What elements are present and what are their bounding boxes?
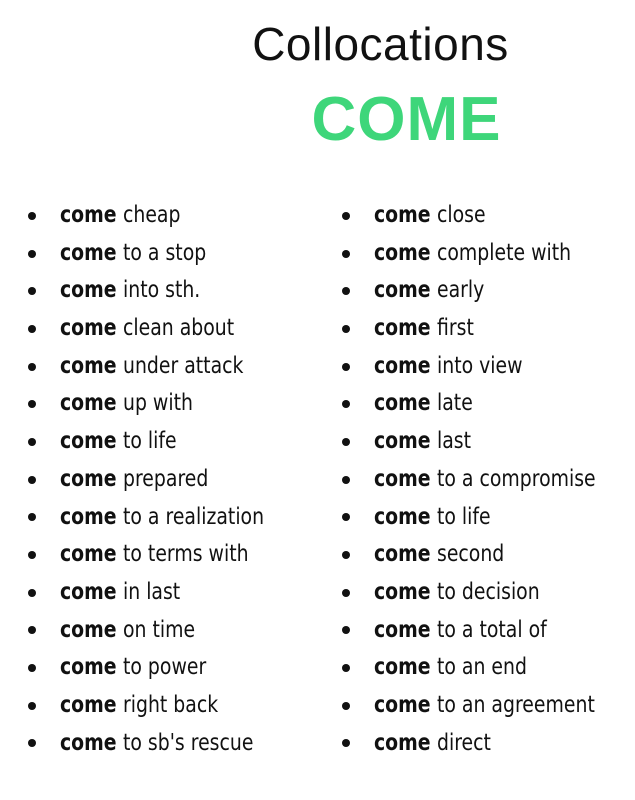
collocation-item xyxy=(22,197,295,235)
collocation-verb: come xyxy=(374,729,431,756)
collocation-phrase: to a realization xyxy=(123,503,265,530)
collocation-verb: come xyxy=(60,616,117,643)
collocation-phrase: to decision xyxy=(437,578,540,605)
collocation-phrase: to a compromise xyxy=(437,465,596,492)
collocation-verb: come xyxy=(374,503,431,530)
collocation-phrase: to a total of xyxy=(437,616,547,643)
collocation-phrase: to power xyxy=(123,654,207,681)
collocation-phrase: up with xyxy=(123,390,193,417)
bullet-icon xyxy=(28,664,36,672)
collocation-verb: come xyxy=(60,390,117,417)
bullet-icon xyxy=(28,400,36,408)
collocation-item xyxy=(22,574,295,612)
collocation-verb: come xyxy=(374,541,431,568)
collocation-verb: come xyxy=(374,616,431,643)
collocation-item xyxy=(336,574,630,612)
collocation-item xyxy=(22,385,295,423)
collocation-verb: come xyxy=(374,277,431,304)
collocation-item xyxy=(22,423,295,461)
bullet-icon xyxy=(28,589,36,597)
collocation-verb: come xyxy=(60,277,117,304)
bullet-icon xyxy=(342,702,350,710)
collocation-item xyxy=(22,612,295,650)
collocation-verb: come xyxy=(60,541,117,568)
collocation-verb: come xyxy=(374,239,431,266)
bullet-icon xyxy=(342,250,350,258)
page-title: Collocations xyxy=(252,18,509,70)
collocation-item xyxy=(336,536,630,574)
collocation-phrase: to an agreement xyxy=(437,691,595,718)
bullet-icon xyxy=(342,664,350,672)
collocation-item xyxy=(336,197,630,235)
collocation-item xyxy=(22,687,295,725)
collocation-verb: come xyxy=(374,352,431,379)
collocation-verb: come xyxy=(374,465,431,492)
collocation-phrase: on time xyxy=(123,616,196,643)
bullet-icon xyxy=(342,551,350,559)
collocation-item xyxy=(336,272,630,310)
collocation-phrase: into sth. xyxy=(123,277,201,304)
collocation-verb: come xyxy=(60,202,117,228)
bullet-icon xyxy=(342,476,350,484)
collocation-list-right xyxy=(336,197,630,762)
collocation-verb: come xyxy=(374,654,431,681)
collocation-phrase: to a stop xyxy=(123,239,207,266)
collocation-phrase: right back xyxy=(123,691,219,718)
collocation-verb: come xyxy=(60,654,117,681)
collocation-phrase: first xyxy=(437,315,474,342)
collocation-phrase: close xyxy=(437,202,486,228)
collocation-verb: come xyxy=(374,390,431,417)
bullet-icon xyxy=(28,476,36,484)
collocation-phrase: to an end xyxy=(437,654,527,681)
bullet-icon xyxy=(28,626,36,634)
collocation-phrase: cheap xyxy=(123,202,181,228)
collocation-item xyxy=(22,649,295,687)
collocation-phrase: prepared xyxy=(123,465,209,492)
collocation-verb: come xyxy=(60,428,117,455)
collocation-verb: come xyxy=(60,465,117,492)
bullet-icon xyxy=(28,739,36,747)
collocation-item xyxy=(336,423,630,461)
collocation-item xyxy=(22,272,295,310)
collocation-item xyxy=(336,348,630,386)
collocation-verb: come xyxy=(374,315,431,342)
collocation-phrase: late xyxy=(437,390,473,417)
bullet-icon xyxy=(28,212,36,220)
collocation-phrase: to life xyxy=(437,503,491,530)
bullet-icon xyxy=(342,438,350,446)
bullet-icon xyxy=(28,513,36,521)
bullet-icon xyxy=(342,400,350,408)
collocation-item xyxy=(22,461,295,499)
collocation-item xyxy=(336,461,630,499)
collocation-phrase: complete with xyxy=(437,239,572,266)
collocation-verb: come xyxy=(60,578,117,605)
collocation-list-left xyxy=(22,197,295,762)
collocation-phrase: to sb's rescue xyxy=(123,729,254,756)
collocation-item xyxy=(336,725,630,763)
collocation-phrase: to life xyxy=(123,428,177,455)
collocation-verb: come xyxy=(60,691,117,718)
collocation-verb: come xyxy=(374,428,431,455)
collocation-verb: come xyxy=(60,503,117,530)
collocation-verb: come xyxy=(60,239,117,266)
bullet-icon xyxy=(28,551,36,559)
collocation-item xyxy=(336,235,630,273)
collocation-item xyxy=(336,310,630,348)
collocation-phrase: last xyxy=(437,428,472,455)
collocation-item xyxy=(336,687,630,725)
collocation-phrase: direct xyxy=(437,729,491,756)
bullet-icon xyxy=(28,250,36,258)
headword: COME xyxy=(311,85,502,154)
collocation-item xyxy=(22,235,295,273)
collocation-item xyxy=(336,385,630,423)
bullet-icon xyxy=(342,212,350,220)
collocation-verb: come xyxy=(60,352,117,379)
collocation-verb: come xyxy=(374,202,431,228)
collocation-item xyxy=(336,499,630,537)
collocation-verb: come xyxy=(60,315,117,342)
collocation-verb: come xyxy=(374,578,431,605)
bullet-icon xyxy=(342,739,350,747)
bullet-icon xyxy=(342,626,350,634)
collocation-phrase: early xyxy=(437,277,485,304)
collocation-phrase: to terms with xyxy=(123,541,249,568)
bullet-icon xyxy=(28,702,36,710)
bullet-icon xyxy=(342,325,350,333)
bullet-icon xyxy=(28,325,36,333)
collocation-phrase: under attack xyxy=(123,352,244,379)
collocation-item xyxy=(22,725,295,763)
collocation-phrase: second xyxy=(437,541,505,568)
collocation-phrase: into view xyxy=(437,352,523,379)
collocation-item xyxy=(22,536,295,574)
collocation-item xyxy=(336,612,630,650)
bullet-icon xyxy=(28,438,36,446)
collocation-verb: come xyxy=(374,691,431,718)
bullet-icon xyxy=(28,287,36,295)
bullet-icon xyxy=(342,589,350,597)
collocation-item xyxy=(22,499,295,537)
collocation-item xyxy=(22,348,295,386)
bullet-icon xyxy=(28,363,36,371)
collocation-item xyxy=(22,310,295,348)
bullet-icon xyxy=(342,287,350,295)
collocation-phrase: in last xyxy=(123,578,181,605)
collocation-item xyxy=(336,649,630,687)
collocation-verb: come xyxy=(60,729,117,756)
collocation-phrase: clean about xyxy=(123,315,235,342)
bullet-icon xyxy=(342,363,350,371)
bullet-icon xyxy=(342,513,350,521)
